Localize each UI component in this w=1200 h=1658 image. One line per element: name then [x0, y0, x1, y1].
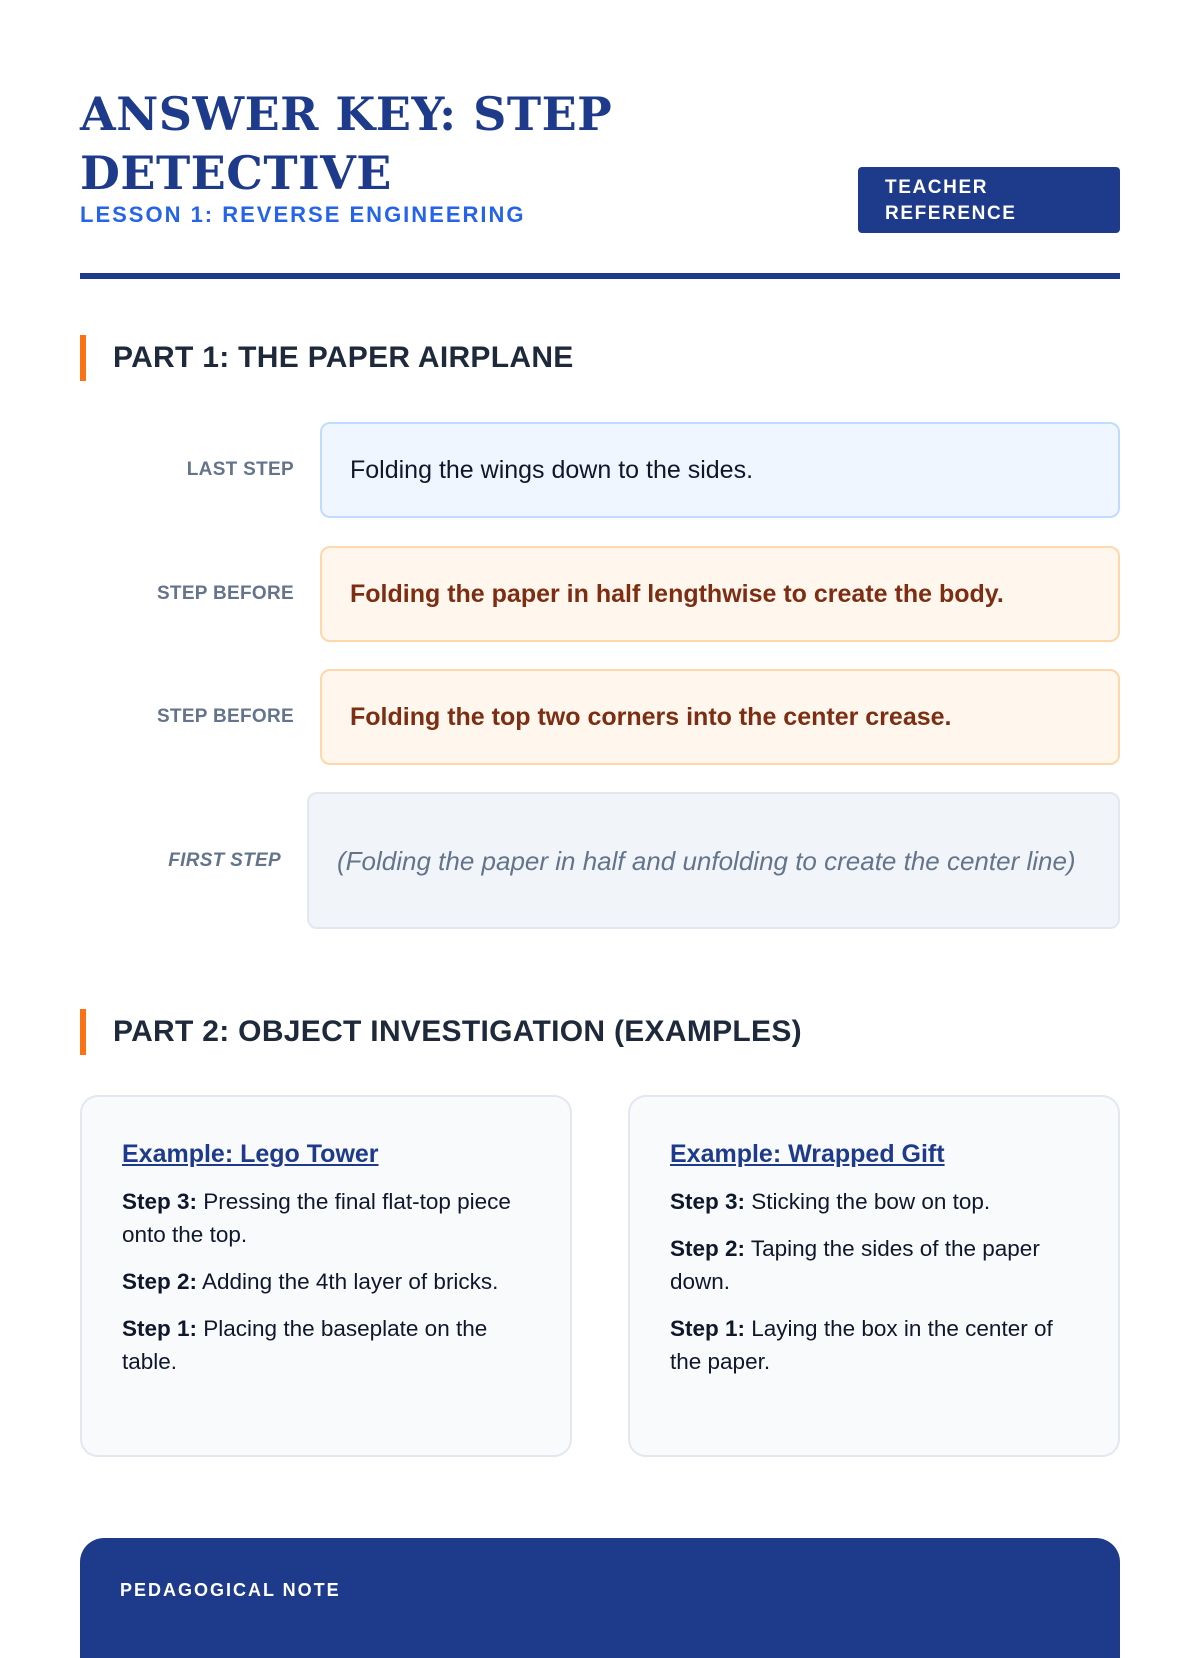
- example-step: [670, 1312, 1080, 1378]
- step-label: LAST STEP: [186, 459, 294, 480]
- step-row-last: [80, 422, 1120, 518]
- step-answer-box: (Folding the paper in half and unfolding to create the center line): [307, 792, 1120, 929]
- step-text: Adding the 4th layer of bricks.: [197, 1269, 499, 1294]
- part2-heading-label: PART 2: OBJECT INVESTIGATION (EXAMPLES): [113, 1015, 802, 1048]
- step-row-before-2: [80, 669, 1120, 765]
- step-number: Step 3:: [670, 1189, 746, 1214]
- step-row-before-1: [80, 546, 1120, 642]
- step-text: Taping the sides of the paper down.: [670, 1236, 1040, 1294]
- example-step: [122, 1312, 532, 1378]
- step-text: Placing the baseplate on the table.: [122, 1316, 488, 1374]
- step-number: Step 1:: [122, 1316, 198, 1341]
- step-text: Pressing the final flat-top piece onto the top.: [122, 1189, 511, 1247]
- step-number: Step 2:: [670, 1236, 746, 1261]
- step-text: Laying the box in the center of the paper.: [670, 1316, 1053, 1374]
- step-text: Sticking the bow on top.: [745, 1189, 991, 1214]
- part1-heading-label: PART 1: THE PAPER AIRPLANE: [113, 341, 574, 374]
- section-accent-bar: [80, 1009, 86, 1055]
- example-step: [122, 1265, 532, 1298]
- step-label: FIRST STEP: [168, 849, 281, 871]
- example-step: [122, 1185, 532, 1251]
- step-row-first: [80, 792, 1120, 929]
- step-answer-box: Folding the paper in half lengthwise to create the body.: [320, 546, 1120, 642]
- step-number: Step 1:: [670, 1316, 746, 1341]
- header-divider: [80, 273, 1120, 279]
- step-number: Step 2:: [122, 1269, 198, 1294]
- pedagogical-note-label: PEDAGOGICAL NOTE: [120, 1580, 341, 1600]
- step-label: STEP BEFORE: [156, 706, 294, 727]
- example-title-link[interactable]: Example: Lego Tower: [122, 1140, 379, 1168]
- page-header: [80, 85, 1120, 235]
- section-accent-bar: [80, 335, 86, 381]
- part1-heading: [80, 335, 1120, 381]
- example-card-lego: [80, 1095, 572, 1457]
- example-card-gift: [628, 1095, 1120, 1457]
- teacher-reference-badge: TEACHER REFERENCE: [858, 167, 1120, 233]
- step-answer-box: Folding the wings down to the sides.: [320, 422, 1120, 518]
- example-step: [670, 1232, 1080, 1298]
- example-title-link[interactable]: Example: Wrapped Gift: [670, 1140, 945, 1168]
- pedagogical-note-panel: [80, 1538, 1120, 1658]
- page-title: ANSWER KEY: STEP DETECTIVE: [80, 87, 613, 200]
- step-number: Step 3:: [122, 1189, 198, 1214]
- lesson-subtitle: LESSON 1: REVERSE ENGINEERING: [80, 202, 526, 227]
- step-label: STEP BEFORE: [156, 583, 294, 604]
- example-step: [670, 1185, 1080, 1218]
- part2-heading: [80, 1009, 1120, 1055]
- step-answer-box: Folding the top two corners into the center crease.: [320, 669, 1120, 765]
- answer-key-page: [80, 0, 1120, 1600]
